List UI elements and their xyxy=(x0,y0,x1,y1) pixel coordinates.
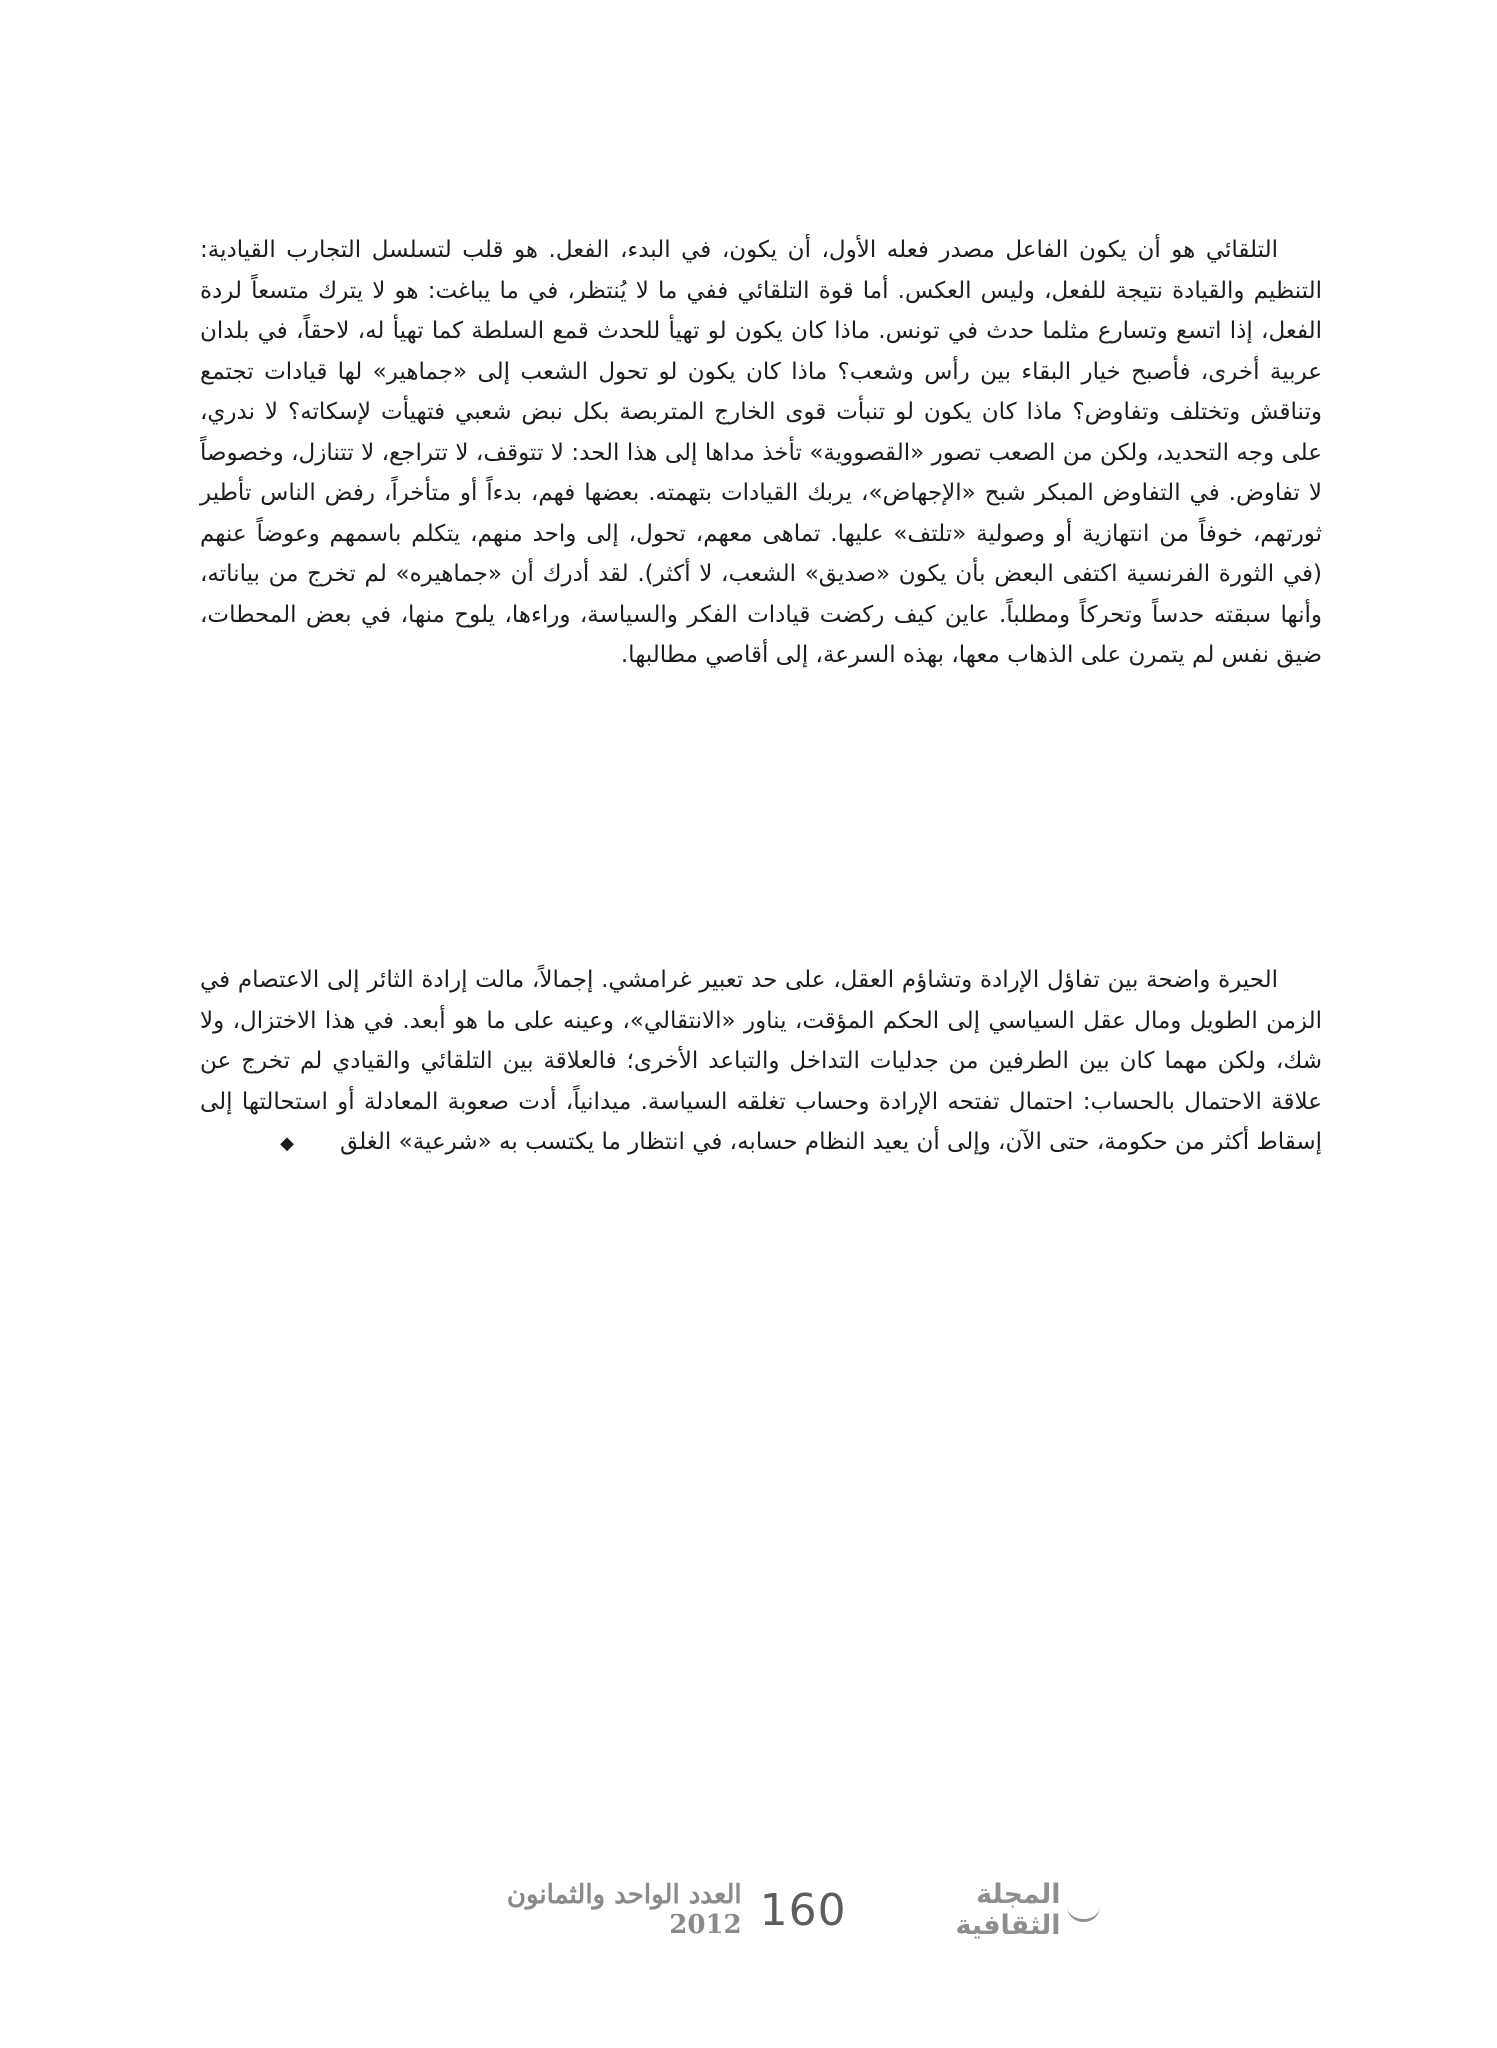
page-number: 160 xyxy=(759,1884,847,1936)
magazine-logo xyxy=(865,1879,1100,1941)
article-paragraph-2 xyxy=(200,960,1322,1165)
magazine-name: المجلة الثقافية xyxy=(955,1879,1061,1941)
swoosh-icon xyxy=(1067,1899,1101,1922)
article-paragraph-2-text: الحيرة واضحة بين تفاؤل الإرادة وتشاؤم العقل، على حد تعبير غرامشي. إجمالاً، مالت إرادة الثائر إلى الاعتصام في الزمن الطويل ومال عقل السياسي إلى الحكم المؤقت، يناور «الانتقالي»، وعينه على ما هو أبعد. في هذا الاختزال، ولا شك، ولكن مهما كان بين الطرفين من جدليات التداخل والتباعد الأخرى؛ فالعلاقة بين التلقائي والقيادي لم تخرج عن علاقة الاحتمال بالحساب: احتمال تفتحه الإرادة وحساب تغلقه السياسة. ميدانياً، أدت صعوبة المعادلة أو استحالتها إلى إسقاط أكثر من حكومة، حتى الآن، وإلى أن يعيد النظام حسابه، في انتظار ما يكتسب به «شرعية» الغلق xyxy=(200,967,1322,1155)
end-of-article-icon: ◆ xyxy=(280,1133,295,1154)
article-paragraph-1: التلقائي هو أن يكون الفاعل مصدر فعله الأول، أن يكون، في البدء، الفعل. هو قلب لتسلسل التجارب القيادية: التنظيم والقيادة نتيجة للفعل، وليس العكس. أما قوة التلقائي ففي ما لا يُنتظر، في ما يباغت: هو لا يترك متسعاً لردة الفعل، إذا اتسع وتسارع مثلما حدث في تونس. ماذا كان يكون لو تهيأ للحدث قمع السلطة كما تهيأ له، لاحقاً، في بلدان عربية أخرى، فأصبح خيار البقاء بين رأس وشعب؟ ماذا كان يكون لو تحول الشعب إلى «جماهير» لها قيادات تجتمع وتناقش وتختلف وتفاوض؟ ماذا كان يكون لو تنبأت قوى الخارج المتربصة بكل نبض شعبي فتهيأت لإسكاته؟ لا ندري، على وجه التحديد، ولكن من الصعب تصور «القصووية» تأخذ مداها إلى هذا الحد: لا تتوقف، لا تتراجع، لا تتنازل، وخصوصاً لا تفاوض. في التفاوض المبكر شبح «الإجهاض»، يربك القيادات بتهمته. بعضها فهم، بدءاً أو متأخراً، رفض الناس تأطير ثورتهم، خوفاً من انتهازية أو وصولية «تلتف» عليها. تماهى معهم، تحول، إلى واحد منهم، يتكلم باسمهم وعوضاً عنهم (في الثورة الفرنسية اكتفى البعض بأن يكون «صديق» الشعب، لا أكثر). لقد أدرك أن «جماهيره» لم تخرج من بياناته، وأنها سبقته حدساً وتحركاً ومطلباً. عاين كيف ركضت قيادات الفكر والسياسة، وراءها، يلوح منها، في بعض المحطات، ضيق نفس لم يتمرن على الذهاب معها، بهذه السرعة، إلى أقاصي مطالبها. xyxy=(200,237,1322,668)
issue-label: العدد الواحد والثمانون 2012 xyxy=(506,1880,742,1940)
article-paragraph-2-block xyxy=(200,960,1322,1165)
page-footer xyxy=(430,1880,1100,1940)
article-paragraph-1-block xyxy=(200,230,1322,676)
